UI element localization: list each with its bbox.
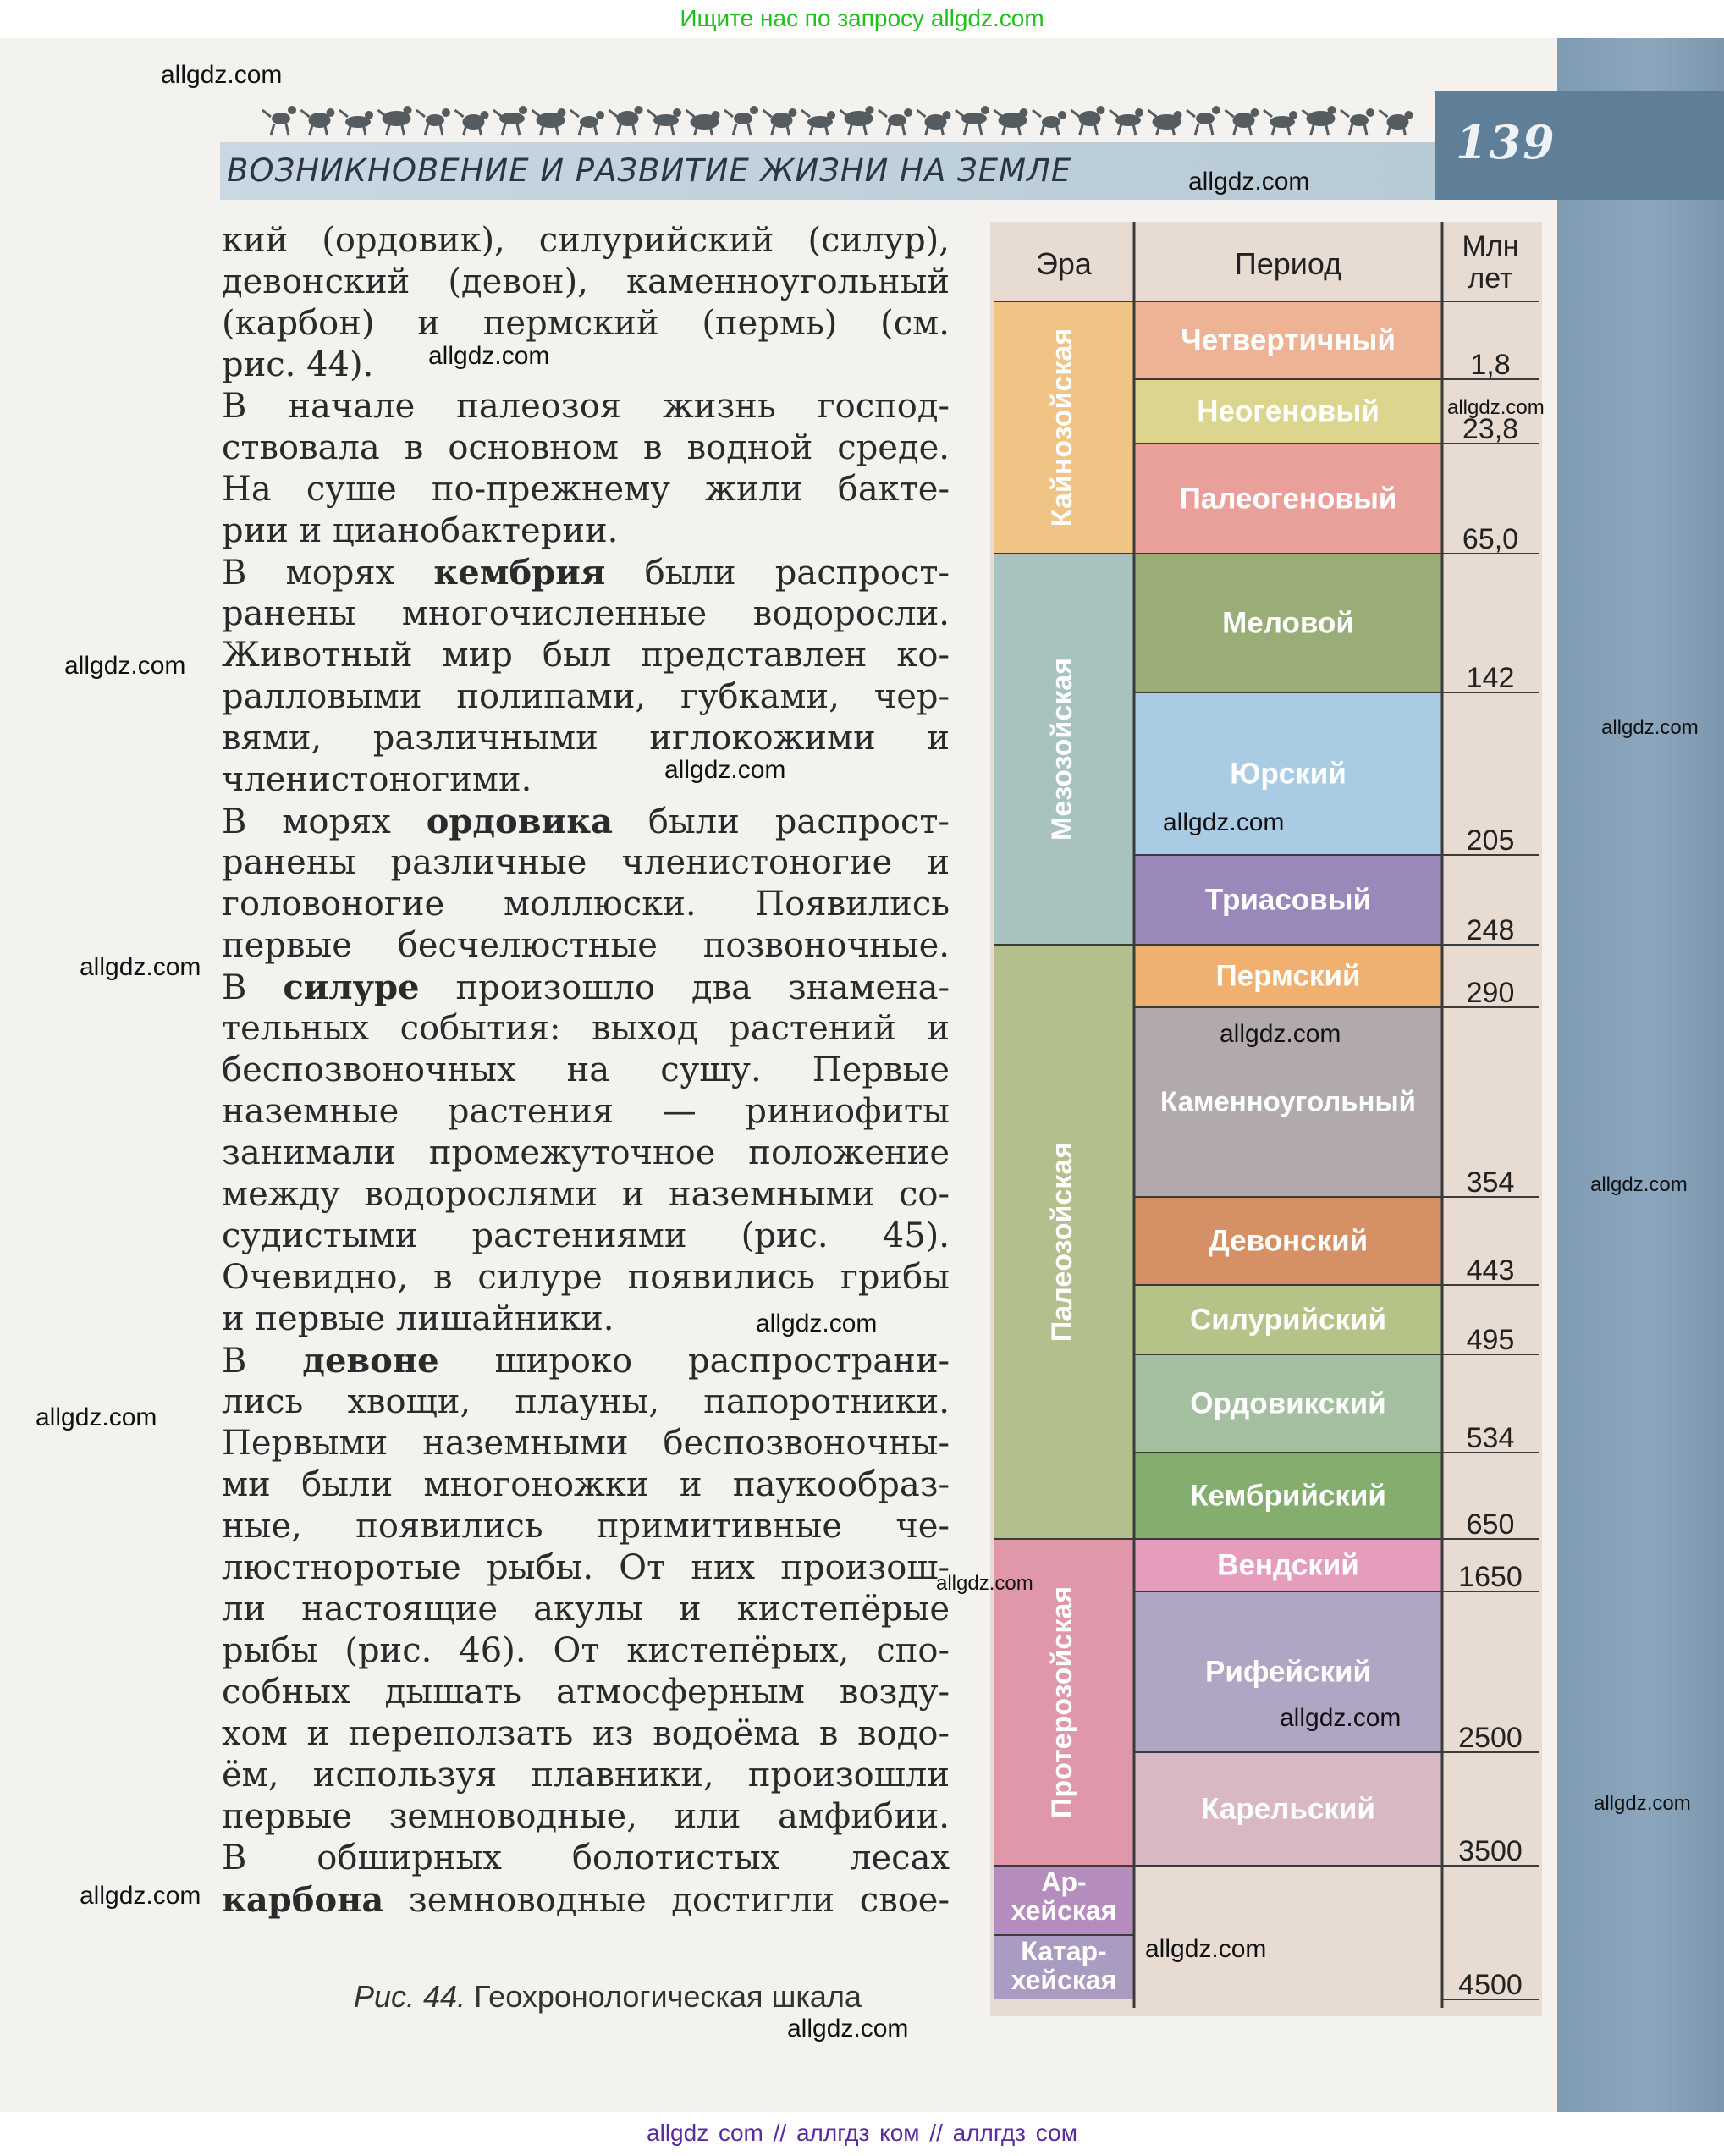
bold-term: кембрия — [433, 553, 606, 593]
text-run: В морях — [222, 802, 427, 841]
period-label: Кембрийский — [1190, 1479, 1386, 1513]
era-label: Протерозойская — [1045, 1585, 1078, 1819]
animal-silhouette-icon — [609, 106, 643, 135]
text-run: В морях — [222, 554, 434, 593]
watermark[interactable]: allgdz.com — [1145, 1935, 1267, 1963]
text-line — [222, 1464, 950, 1506]
boundary-label: 1650 — [1458, 1561, 1523, 1593]
watermark[interactable]: allgdz.com — [1220, 1020, 1341, 1048]
text-line — [222, 967, 950, 1008]
text-line — [222, 718, 950, 759]
boundary-label: 290 — [1466, 977, 1515, 1009]
animal-silhouette-icon — [1187, 106, 1220, 135]
text-run: В — [222, 968, 284, 1007]
text-run: занимали промежуточное положение — [222, 1133, 950, 1172]
figure-caption — [354, 1979, 862, 2015]
text-line — [222, 1340, 950, 1381]
text-run: и первые лишайники. — [222, 1299, 614, 1338]
boundary-label: 3500 — [1458, 1835, 1523, 1867]
text-run: тельных события: выход растений и — [222, 1009, 950, 1048]
text-line — [222, 1838, 950, 1879]
text-line — [222, 1257, 950, 1299]
animal-silhouette-icon — [1226, 108, 1259, 135]
text-run: В начале палеозоя жизнь господ- — [222, 387, 950, 426]
text-run: головоногие моллюски. Появились — [222, 885, 950, 924]
animal-silhouette-icon — [493, 106, 527, 135]
text-line — [222, 1755, 950, 1796]
text-run: Первыми наземными беспозвоночны- — [222, 1424, 950, 1463]
animal-silhouette-icon — [339, 110, 373, 135]
animal-silhouette-icon — [686, 110, 720, 135]
animal-silhouette-icon — [879, 108, 912, 135]
text-run: ные, появились примитивные че- — [222, 1507, 950, 1546]
period-label: Карельский — [1201, 1792, 1375, 1826]
text-run: первые бесчелюстные позвоночные. — [222, 926, 950, 965]
text-line — [222, 1091, 950, 1133]
text-line — [222, 1423, 950, 1464]
geochronological-scale-chart — [990, 222, 1542, 2016]
animal-silhouette-icon — [1380, 110, 1413, 135]
watermark[interactable]: allgdz.com — [1594, 1792, 1691, 1815]
text-run: девонский (девон), каменноугольный — [222, 262, 950, 301]
text-line — [222, 262, 950, 303]
period-label: Каменноугольный — [1160, 1085, 1416, 1117]
text-run: были распрост- — [613, 802, 950, 841]
period-label: Ордовикский — [1190, 1387, 1386, 1420]
watermark[interactable]: allgdz.com — [161, 61, 283, 89]
period-label: Палеогеновый — [1179, 482, 1397, 516]
header-period: Период — [1234, 246, 1342, 281]
text-run: кий (ордовик), силурийский (силур), — [222, 221, 950, 260]
text-run: наземные растения — риниофиты — [222, 1092, 950, 1131]
bottom-banner[interactable]: allgdz com // аллгдз ком // аллгдз сом — [647, 2120, 1077, 2146]
caption-label: Рис. 44. — [354, 1979, 466, 2014]
text-run: беспозвоночных на сушу. Первые — [222, 1050, 950, 1089]
era-label: Ар-хейская — [1011, 1867, 1117, 1926]
text-line — [222, 593, 950, 635]
animal-silhouette-icon — [532, 108, 566, 135]
watermark[interactable]: allgdz.com — [936, 1572, 1033, 1595]
text-run: люстноротые рыбы. От них произош- — [222, 1548, 950, 1587]
era-label: Палеозойская — [1045, 1141, 1078, 1343]
text-line — [222, 1879, 950, 1921]
watermark[interactable]: allgdz.com — [1590, 1173, 1688, 1196]
text-run: ми были многоножки и паукообраз- — [222, 1465, 950, 1504]
text-line — [222, 1050, 950, 1091]
period-label: Пермский — [1215, 959, 1361, 993]
boundary-label: 2500 — [1458, 1722, 1523, 1754]
text-line — [222, 1672, 950, 1713]
section-title: ВОЗНИКНОВЕНИЕ И РАЗВИТИЕ ЖИЗНИ НА ЗЕМЛЕ — [227, 152, 1072, 189]
text-line — [222, 386, 950, 427]
header-era: Эра — [1036, 246, 1092, 281]
watermark[interactable]: allgdz.com — [64, 652, 186, 680]
animal-silhouette-icon — [378, 106, 412, 135]
watermark[interactable]: allgdz.com — [787, 2015, 909, 2043]
watermark[interactable]: allgdz.com — [1280, 1704, 1402, 1732]
text-line — [222, 635, 950, 676]
text-line — [222, 884, 950, 925]
text-run: членистоногими. — [222, 760, 532, 799]
animal-silhouette-icon — [956, 106, 989, 135]
bold-term: силуре — [283, 968, 420, 1007]
text-run: собных дышать атмосферным возду- — [222, 1673, 950, 1712]
text-line — [222, 1630, 950, 1672]
animal-silhouette-icon — [840, 106, 874, 135]
bold-term: карбона — [222, 1880, 384, 1920]
period-label: Силурийский — [1190, 1303, 1386, 1337]
boundary-label: 495 — [1466, 1324, 1515, 1356]
text-run: между водорослями и наземными со- — [222, 1175, 950, 1214]
text-line — [222, 842, 950, 884]
animal-silhouette-icon — [1148, 110, 1182, 135]
period-label: Вендский — [1217, 1548, 1359, 1582]
body-text — [222, 220, 950, 1921]
text-line — [222, 759, 950, 801]
period-label: Юрский — [1230, 757, 1347, 791]
period-label: Четвертичный — [1181, 323, 1396, 357]
text-run: были распрост- — [605, 554, 950, 593]
boundary-label: 650 — [1466, 1508, 1515, 1541]
text-run: ранены многочисленные водоросли. — [222, 594, 950, 633]
animal-silhouette-icon — [416, 108, 450, 135]
text-line — [222, 925, 950, 967]
text-run: рии и цианобактерии. — [222, 511, 619, 550]
animal-silhouette-icon — [994, 108, 1028, 135]
era-label: Катар-хейская — [1011, 1936, 1117, 1995]
text-line — [222, 510, 950, 552]
boundary-label: 1,8 — [1470, 349, 1511, 381]
text-line — [222, 303, 950, 345]
text-line — [222, 1174, 950, 1216]
page-number: 139 — [1456, 115, 1556, 169]
text-line — [222, 469, 950, 510]
animal-silhouette-icon — [262, 106, 296, 135]
boundary-label: 443 — [1466, 1254, 1515, 1287]
watermark[interactable]: allgdz.com — [428, 342, 550, 370]
watermark[interactable]: allgdz.com — [664, 756, 786, 784]
animal-silhouette-icon — [1033, 110, 1066, 135]
animal-silhouette-icon — [301, 108, 335, 135]
header-mya: Млн лет — [1462, 230, 1519, 295]
boundary-label: 248 — [1466, 914, 1515, 946]
text-run: первые земноводные, или амфибии. — [222, 1797, 950, 1836]
watermark[interactable]: allgdz.com — [80, 1882, 201, 1910]
text-run: рис. 44). — [222, 345, 374, 384]
text-run: ралловыми полипами, губками, чер- — [222, 677, 950, 716]
top-banner[interactable]: Ищите нас по запросу allgdz.com — [680, 5, 1044, 31]
caption-text: Геохронологическая шкала — [465, 1979, 862, 2014]
animal-silhouette-icon — [724, 106, 758, 135]
text-run: лись хвощи, плауны, папоротники. — [222, 1382, 950, 1421]
text-run: Животный мир был представлен ко- — [222, 636, 950, 675]
text-line — [222, 1713, 950, 1755]
text-line — [222, 1506, 950, 1547]
animal-silhouette-frieze — [262, 93, 1422, 142]
text-line — [222, 1133, 950, 1174]
text-run: В обширных болотистых лесах — [222, 1839, 950, 1878]
text-run: (карбон) и пермский (пермь) (см. — [222, 304, 950, 343]
boundary-label: 142 — [1466, 662, 1515, 694]
boundary-label: 4500 — [1458, 1969, 1523, 2001]
watermark[interactable]: allgdz.com — [1447, 396, 1545, 419]
text-run: вями, различными иглокожими и — [222, 719, 950, 758]
animal-silhouette-icon — [801, 110, 835, 135]
text-run: ранены различные членистоногие и — [222, 843, 950, 882]
text-run: хом и переползать из водоёма в водо- — [222, 1714, 950, 1753]
animal-silhouette-icon — [1071, 106, 1105, 135]
watermark[interactable]: allgdz.com — [1188, 168, 1310, 196]
text-run: произошло два знамена- — [419, 968, 950, 1007]
watermark[interactable]: allgdz.com — [1601, 716, 1699, 739]
boundary-label: 354 — [1466, 1166, 1515, 1199]
boundary-label: 205 — [1466, 824, 1515, 857]
text-run: земноводные достигли свое- — [383, 1881, 950, 1920]
boundary-label: 65,0 — [1462, 523, 1519, 555]
text-line — [222, 552, 950, 593]
watermark[interactable]: allgdz.com — [36, 1403, 157, 1431]
animal-silhouette-icon — [647, 108, 681, 135]
text-run: ём, используя плавники, произошли — [222, 1756, 950, 1795]
text-line — [222, 1008, 950, 1050]
boundary-label: 23,8 — [1462, 413, 1519, 445]
period-label: Рифейский — [1204, 1655, 1372, 1689]
era-label: Мезозойская — [1045, 657, 1078, 841]
animal-silhouette-icon — [1303, 106, 1336, 135]
text-line — [222, 220, 950, 262]
text-line — [222, 1589, 950, 1630]
text-line — [222, 345, 950, 386]
text-line — [222, 676, 950, 718]
watermark[interactable]: allgdz.com — [80, 953, 201, 981]
text-line — [222, 1381, 950, 1423]
text-line — [222, 801, 950, 842]
period-label: Неогеновый — [1197, 394, 1380, 428]
text-run: На суше по-прежнему жили бакте- — [222, 470, 950, 509]
bold-term: девоне — [302, 1341, 439, 1381]
text-run: В — [222, 1342, 303, 1381]
text-line — [222, 1216, 950, 1257]
animal-silhouette-icon — [1264, 110, 1297, 135]
animal-silhouette-icon — [570, 110, 604, 135]
text-run: широко распространи- — [438, 1342, 950, 1381]
bold-term: ордовика — [426, 802, 614, 841]
watermark[interactable]: allgdz.com — [1163, 808, 1285, 836]
watermark[interactable]: allgdz.com — [756, 1310, 878, 1337]
text-run: судистыми растениями (рис. 45). — [222, 1216, 950, 1255]
period-label: Меловой — [1222, 606, 1354, 640]
text-line — [222, 427, 950, 469]
animal-silhouette-icon — [1341, 108, 1374, 135]
animal-silhouette-icon — [1110, 108, 1143, 135]
animal-silhouette-icon — [763, 108, 797, 135]
text-run: рыбы (рис. 46). От кистепёрых, спо- — [222, 1631, 950, 1670]
animal-silhouette-icon — [917, 110, 951, 135]
text-line — [222, 1547, 950, 1589]
animal-silhouette-icon — [455, 110, 489, 135]
period-label: Триасовый — [1204, 883, 1372, 917]
text-run: Очевидно, в силуре появились грибы — [222, 1258, 950, 1297]
text-run: ствовала в основном в водной среде. — [222, 428, 950, 467]
boundary-label: 534 — [1466, 1422, 1515, 1454]
era-label: Кайнозойская — [1045, 328, 1078, 527]
period-label: Девонский — [1208, 1224, 1369, 1258]
text-run: ли настоящие акулы и кистепёрые — [222, 1590, 950, 1629]
text-line — [222, 1796, 950, 1838]
